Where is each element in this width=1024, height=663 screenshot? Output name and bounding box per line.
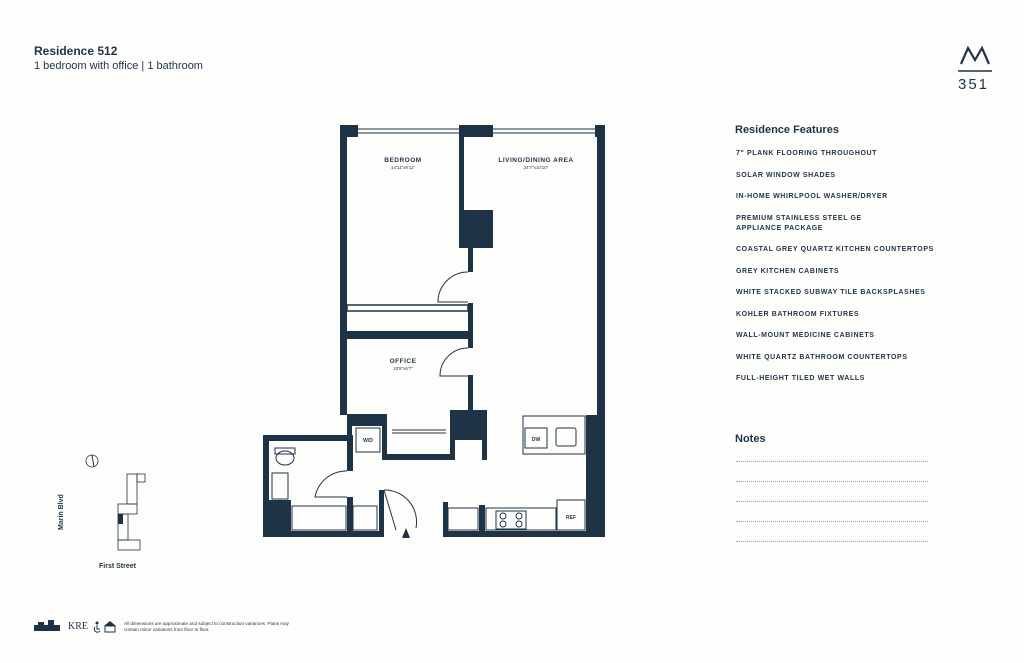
room-dims-living: 24'7"x10'10" bbox=[523, 165, 549, 170]
fixture-label-ref: REF bbox=[566, 515, 576, 521]
residence-subtitle: 1 bedroom with office | 1 bathroom bbox=[34, 60, 203, 72]
structural-column bbox=[459, 210, 493, 248]
residence-title: Residence 512 bbox=[34, 44, 118, 58]
wall-partition bbox=[468, 248, 473, 272]
fixture-label-wd: W/D bbox=[363, 438, 373, 444]
feature-item: WHITE QUARTZ BATHROOM COUNTERTOPS bbox=[736, 353, 908, 361]
feature-item: IN-HOME WHIRLPOOL WASHER/DRYER bbox=[736, 193, 888, 200]
wall-partition bbox=[468, 339, 473, 348]
equal-housing-icon bbox=[104, 621, 116, 632]
room-label-office: OFFICE bbox=[389, 358, 417, 365]
feature-item: FULL-HEIGHT TILED WET WALLS bbox=[736, 375, 865, 382]
feature-item: WALL-MOUNT MEDICINE CABINETS bbox=[736, 332, 875, 339]
fixture-label-dw: DW bbox=[531, 437, 541, 443]
feature-item: KOHLER BATHROOM FIXTURES bbox=[736, 310, 860, 318]
feature-item: SOLAR WINDOW SHADES bbox=[736, 171, 836, 179]
wall-west bbox=[340, 125, 347, 415]
wall-bedroom-office bbox=[347, 331, 473, 339]
disclaimer-text: All dimensions are approximate and subject to construction variances. Plans may contain minor variations from floor to floor. bbox=[124, 621, 289, 632]
room-dims-bedroom: 14'11"x9'11" bbox=[390, 165, 416, 170]
building-logo-icon bbox=[34, 620, 60, 631]
wall-closet bbox=[482, 440, 487, 460]
wall-south bbox=[263, 531, 383, 537]
room-label-bedroom: BEDROOM bbox=[384, 157, 422, 164]
notes-heading: Notes bbox=[735, 433, 766, 445]
wall-south bbox=[443, 531, 603, 537]
street-label-first: First Street bbox=[99, 563, 136, 570]
wall-closet bbox=[450, 440, 455, 460]
unit-location-marker bbox=[118, 514, 123, 524]
feature-item: 7" PLANK FLOORING THROUGHOUT bbox=[736, 150, 878, 157]
wall-corner bbox=[459, 125, 493, 137]
feature-item: COASTAL GREY QUARTZ KITCHEN COUNTERTOPS bbox=[736, 246, 934, 253]
feature-item: WHITE STACKED SUBWAY TILE BACKSPLASHES bbox=[736, 289, 926, 296]
accessibility-icon bbox=[94, 622, 100, 633]
room-label-living: LIVING/DINING AREA bbox=[498, 157, 574, 164]
wall-bath bbox=[347, 435, 353, 471]
building-number: 351 bbox=[958, 76, 990, 93]
wall-south bbox=[443, 502, 448, 537]
wall-kitchen bbox=[479, 505, 485, 537]
room-dims-office: 10'9"x6'7" bbox=[393, 366, 413, 371]
wall-closet bbox=[382, 454, 450, 460]
wall-entry bbox=[379, 490, 384, 537]
wall-wd bbox=[347, 414, 387, 426]
feature-item: GREY KITCHEN CABINETS bbox=[736, 267, 840, 275]
features-heading: Residence Features bbox=[735, 124, 839, 136]
wall-bath bbox=[263, 435, 353, 441]
structural-column bbox=[450, 410, 487, 440]
site-map bbox=[78, 450, 158, 575]
wall-partition bbox=[468, 375, 473, 412]
wall-east-lower bbox=[586, 415, 605, 537]
street-label-marin: Marin Blvd bbox=[58, 494, 65, 530]
feature-item: PREMIUM STAINLESS STEEL GE APPLIANCE PACKAGE bbox=[736, 214, 862, 232]
closet-wall bbox=[347, 305, 468, 311]
entry-arrow-icon bbox=[402, 528, 410, 538]
kre-logo: KRE bbox=[68, 621, 88, 632]
